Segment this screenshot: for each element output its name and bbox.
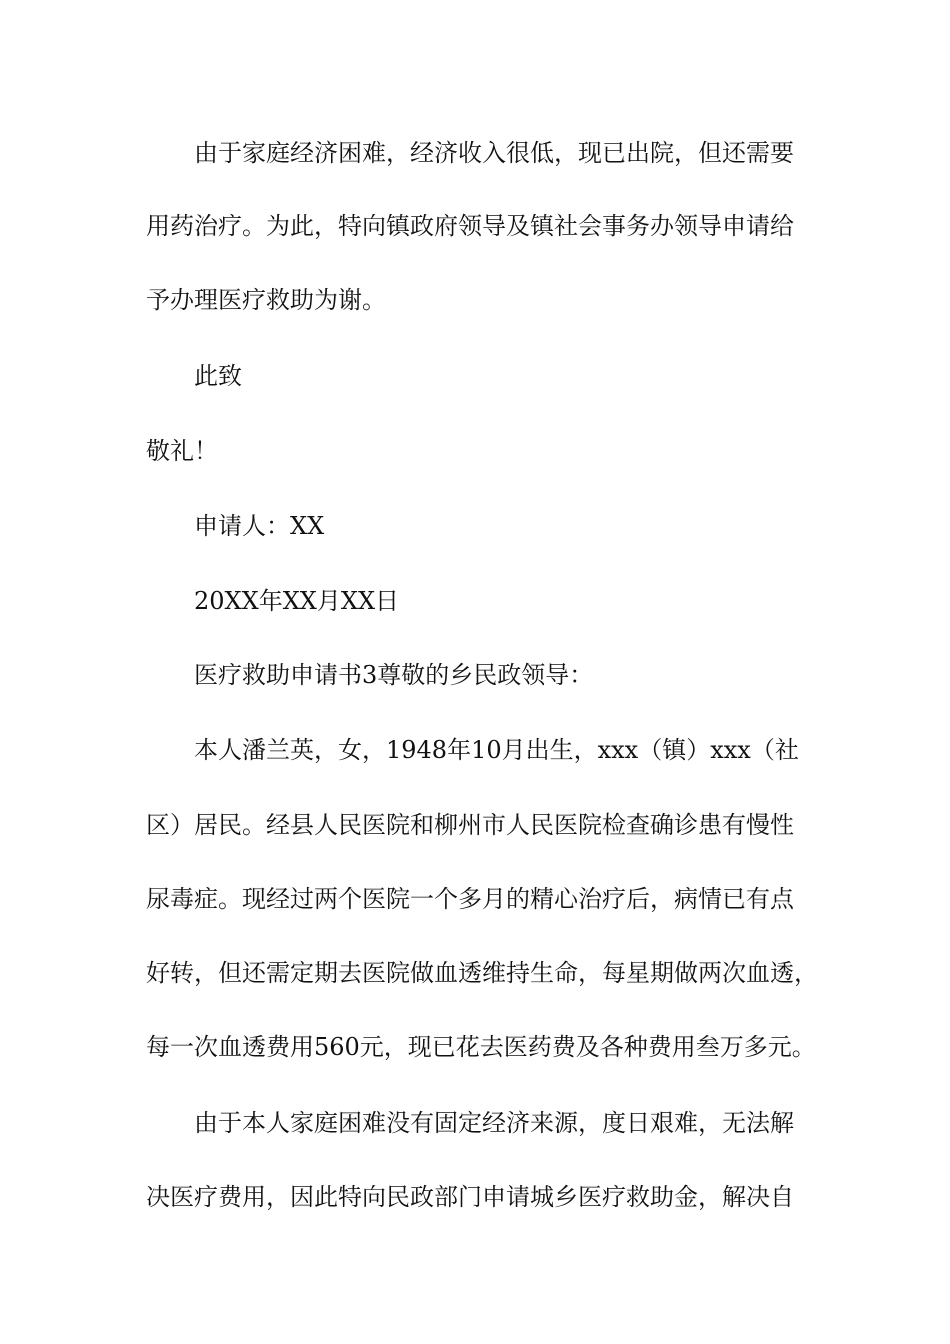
text-line: 区）居民。经县人民医院和柳州市人民医院检查确诊患有慢性 bbox=[146, 811, 794, 839]
text-line: 决医疗费用，因此特向民政部门申请城乡医疗救助金，解决自 bbox=[146, 1183, 794, 1211]
application-date: 20XX年XX月XX日 bbox=[194, 587, 400, 615]
text-line: 予办理医疗救助为谢。 bbox=[146, 286, 386, 314]
text-line: 每一次血透费用560元，现已花去医药费及各种费用叁万多元。 bbox=[146, 1033, 816, 1061]
text-line: 由于家庭经济困难，经济收入很低，现已出院，但还需要 bbox=[194, 139, 794, 167]
text-line: 由于本人家庭困难没有固定经济来源，度日艰难，无法解 bbox=[194, 1109, 794, 1137]
applicant-signature: 申请人：XX bbox=[194, 512, 325, 540]
section-heading: 医疗救助申请书3尊敬的乡民政领导： bbox=[194, 661, 594, 689]
text-line: 用药治疗。为此，特向镇政府领导及镇社会事务办领导申请给 bbox=[146, 212, 794, 240]
text-line: 本人潘兰英，女，1948年10月出生，xxx（镇）xxx（社 bbox=[194, 736, 799, 764]
text-line: 好转，但还需定期去医院做血透维持生命，每星期做两次血透， bbox=[146, 959, 818, 987]
text-line: 尿毒症。现经过两个医院一个多月的精心治疗后，病情已有点 bbox=[146, 885, 794, 913]
closing-regards: 敬礼！ bbox=[146, 437, 218, 465]
closing-salutation: 此致 bbox=[194, 362, 242, 390]
